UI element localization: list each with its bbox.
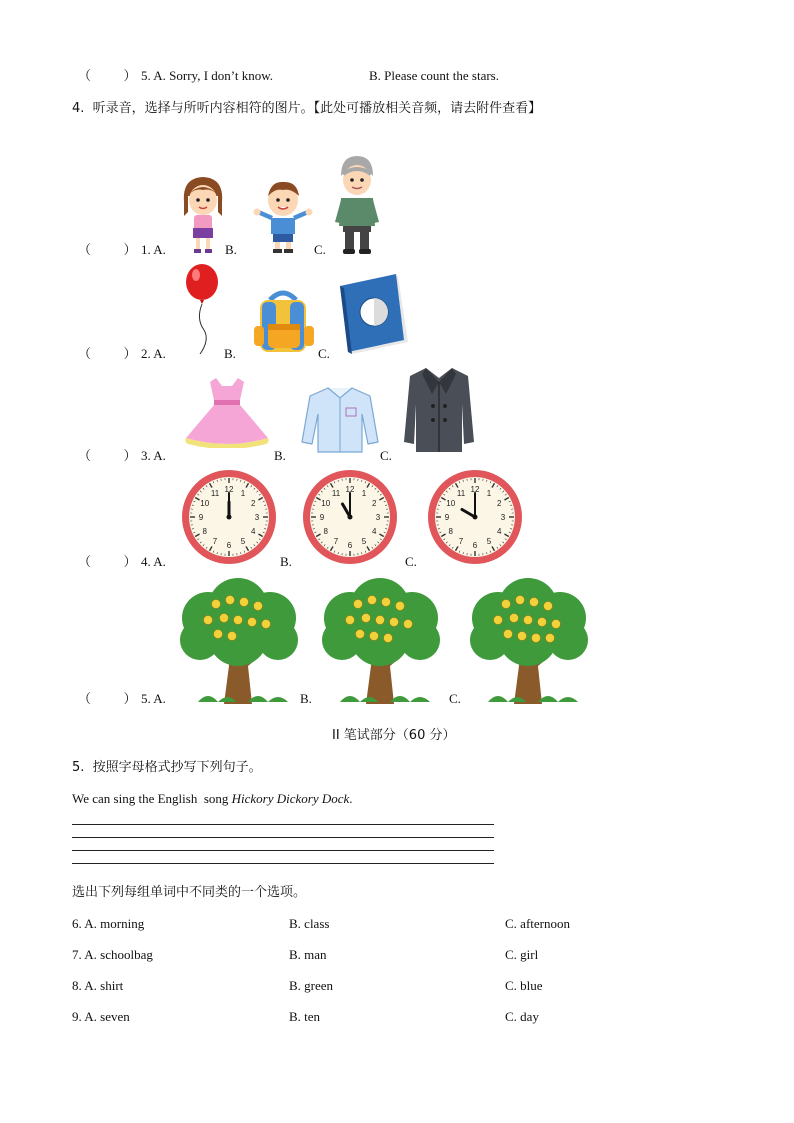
bird [240,598,249,607]
writing-line [72,837,494,838]
tree-with-birds-image-b [320,578,442,704]
bird [214,630,223,639]
clock-number: 4 [372,527,377,536]
shirt-image [300,384,380,454]
bird [356,630,365,639]
clock-number: 5 [361,537,367,547]
row4-option-b: B. [280,554,292,569]
answer-paren[interactable]: （ ） [78,448,137,463]
bird [362,614,371,623]
bird [494,616,503,625]
clock-number: 3 [254,513,260,522]
row4-option-c: C. [405,554,417,569]
row3-option-c: C. [380,448,392,463]
q3-item-5: 5. A. Sorry, I don’t know. [141,68,274,83]
book-image [338,272,412,358]
bird [368,596,377,605]
dress-image [182,376,272,448]
clock-number: 8 [323,527,328,536]
q9-option-b: B. ten [289,1009,321,1024]
clock-number: 3 [375,513,381,522]
row5-option-c: C. [449,691,461,706]
q3-item-5-option-b: B. Please count the stars. [369,68,499,83]
clock-number: 1 [361,488,367,498]
bird [234,616,243,625]
clock-number: 6 [226,541,232,550]
bird [538,618,547,627]
bird [254,602,263,611]
bird [226,596,235,605]
coat-image [402,364,476,456]
row1-option-b: B. [225,242,237,257]
bird [530,598,539,607]
writing-line [72,863,494,864]
clock-number: 5 [240,537,246,547]
clock-number: 6 [472,541,478,550]
grass [390,696,430,702]
q6-option-a: 6. A. morning [72,916,145,931]
boy-image [251,178,315,254]
bird [532,634,541,643]
clock-number: 6 [347,541,353,550]
answer-paren[interactable]: （ ） [78,68,137,83]
clock-number: 12 [470,485,480,494]
section-title: II 笔试部分（60 分） [332,728,456,743]
bird [248,618,257,627]
balloon-image [184,264,220,356]
bird [354,600,363,609]
q7-option-c: C. girl [505,947,539,962]
clock-number: 12 [224,485,234,494]
bird [262,620,271,629]
row5-label: 5. A. [141,691,166,706]
row5-option-b: B. [300,691,312,706]
clock-number: 1 [240,488,246,498]
bird [382,598,391,607]
bird [346,616,355,625]
q7-option-b: B. man [289,947,327,962]
clock-number: 4 [251,527,256,536]
q6-9-instruction: 选出下列每组单词中不同类的一个选项。 [72,885,307,900]
q5-sentence-prefix: We can sing the English song [72,791,232,806]
bird [404,620,413,629]
bird [396,602,405,611]
bird [546,634,555,643]
q7-option-a: 7. A. schoolbag [72,947,153,962]
clock-number: 7 [333,537,339,547]
bird [370,632,379,641]
clock-number: 3 [500,513,506,522]
q5-sentence-title: Hickory Dickory Dock [231,791,350,806]
row2-label: 2. A. [141,346,166,361]
clock-number: 11 [331,488,341,498]
girl-image [178,172,228,256]
bird [510,614,519,623]
clock-number: 11 [456,488,466,498]
clock-number: 10 [321,499,331,508]
row1-label: 1. A. [141,242,166,257]
clock-number: 12 [345,485,355,494]
bird [228,632,237,641]
q8-option-b: B. green [289,978,334,993]
answer-paren[interactable]: （ ） [78,554,137,569]
bird [544,602,553,611]
clock-number: 9 [198,513,204,522]
row3-label: 3. A. [141,448,166,463]
clock-number: 9 [319,513,325,522]
clock-number: 11 [210,488,220,498]
clock-number: 1 [486,488,492,498]
bird [390,618,399,627]
clock-number: 9 [444,513,450,522]
tree-with-birds-image-c [468,578,590,704]
handwriting-lines[interactable] [72,824,494,864]
q5-sentence [72,792,353,805]
bird [384,634,393,643]
bird [220,614,229,623]
clock-number: 10 [200,499,210,508]
q5-instruction: 5. 按照字母格式抄写下列句子。 [72,760,262,775]
row3-option-b: B. [274,448,286,463]
q4-instruction: 4. 听录音，选择与所听内容相符的图片。【此处可播放相关音频，请去附件查看】 [72,101,542,116]
row2-option-c: C. [318,346,330,361]
bird [504,630,513,639]
clock-image-b [300,468,400,566]
clock-center [227,515,232,520]
bird [212,600,221,609]
row2-option-b: B. [224,346,236,361]
bird [524,616,533,625]
bird [376,616,385,625]
q6-option-b: B. class [289,916,330,931]
clock-image-a [179,468,279,566]
clock-center [473,515,478,520]
bird [552,620,561,629]
schoolbag-image [248,290,318,358]
writing-line [72,850,494,851]
writing-line [72,824,494,825]
row4-label: 4. A. [141,554,166,569]
bird [516,596,525,605]
clock-image-c [425,468,525,566]
clock-number: 8 [202,527,207,536]
q9-option-a: 9. A. seven [72,1009,130,1024]
q6-option-c: C. afternoon [505,916,570,931]
clock-number: 7 [458,537,464,547]
row1-option-c: C. [314,242,326,257]
q8-option-a: 8. A. shirt [72,978,124,993]
bird [204,616,213,625]
clock-number: 10 [446,499,456,508]
tree-with-birds-image-a [178,578,300,704]
bird [502,600,511,609]
bird [518,632,527,641]
clock-number: 2 [251,499,256,508]
answer-paren[interactable]: （ ） [78,346,137,361]
q5-sentence-suffix: . [349,791,353,806]
clock-number: 7 [212,537,218,547]
answer-paren[interactable]: （ ） [78,242,137,257]
clock-number: 2 [372,499,377,508]
clock-number: 8 [448,527,453,536]
answer-paren[interactable]: （ ） [78,691,137,706]
clock-center [348,515,353,520]
clock-number: 4 [497,527,502,536]
grass [538,696,578,702]
clock-number: 2 [497,499,502,508]
grandpa-image [331,154,383,256]
grass [248,696,288,702]
q8-option-c: C. blue [505,978,543,993]
q9-option-c: C. day [505,1009,539,1024]
clock-number: 5 [486,537,492,547]
